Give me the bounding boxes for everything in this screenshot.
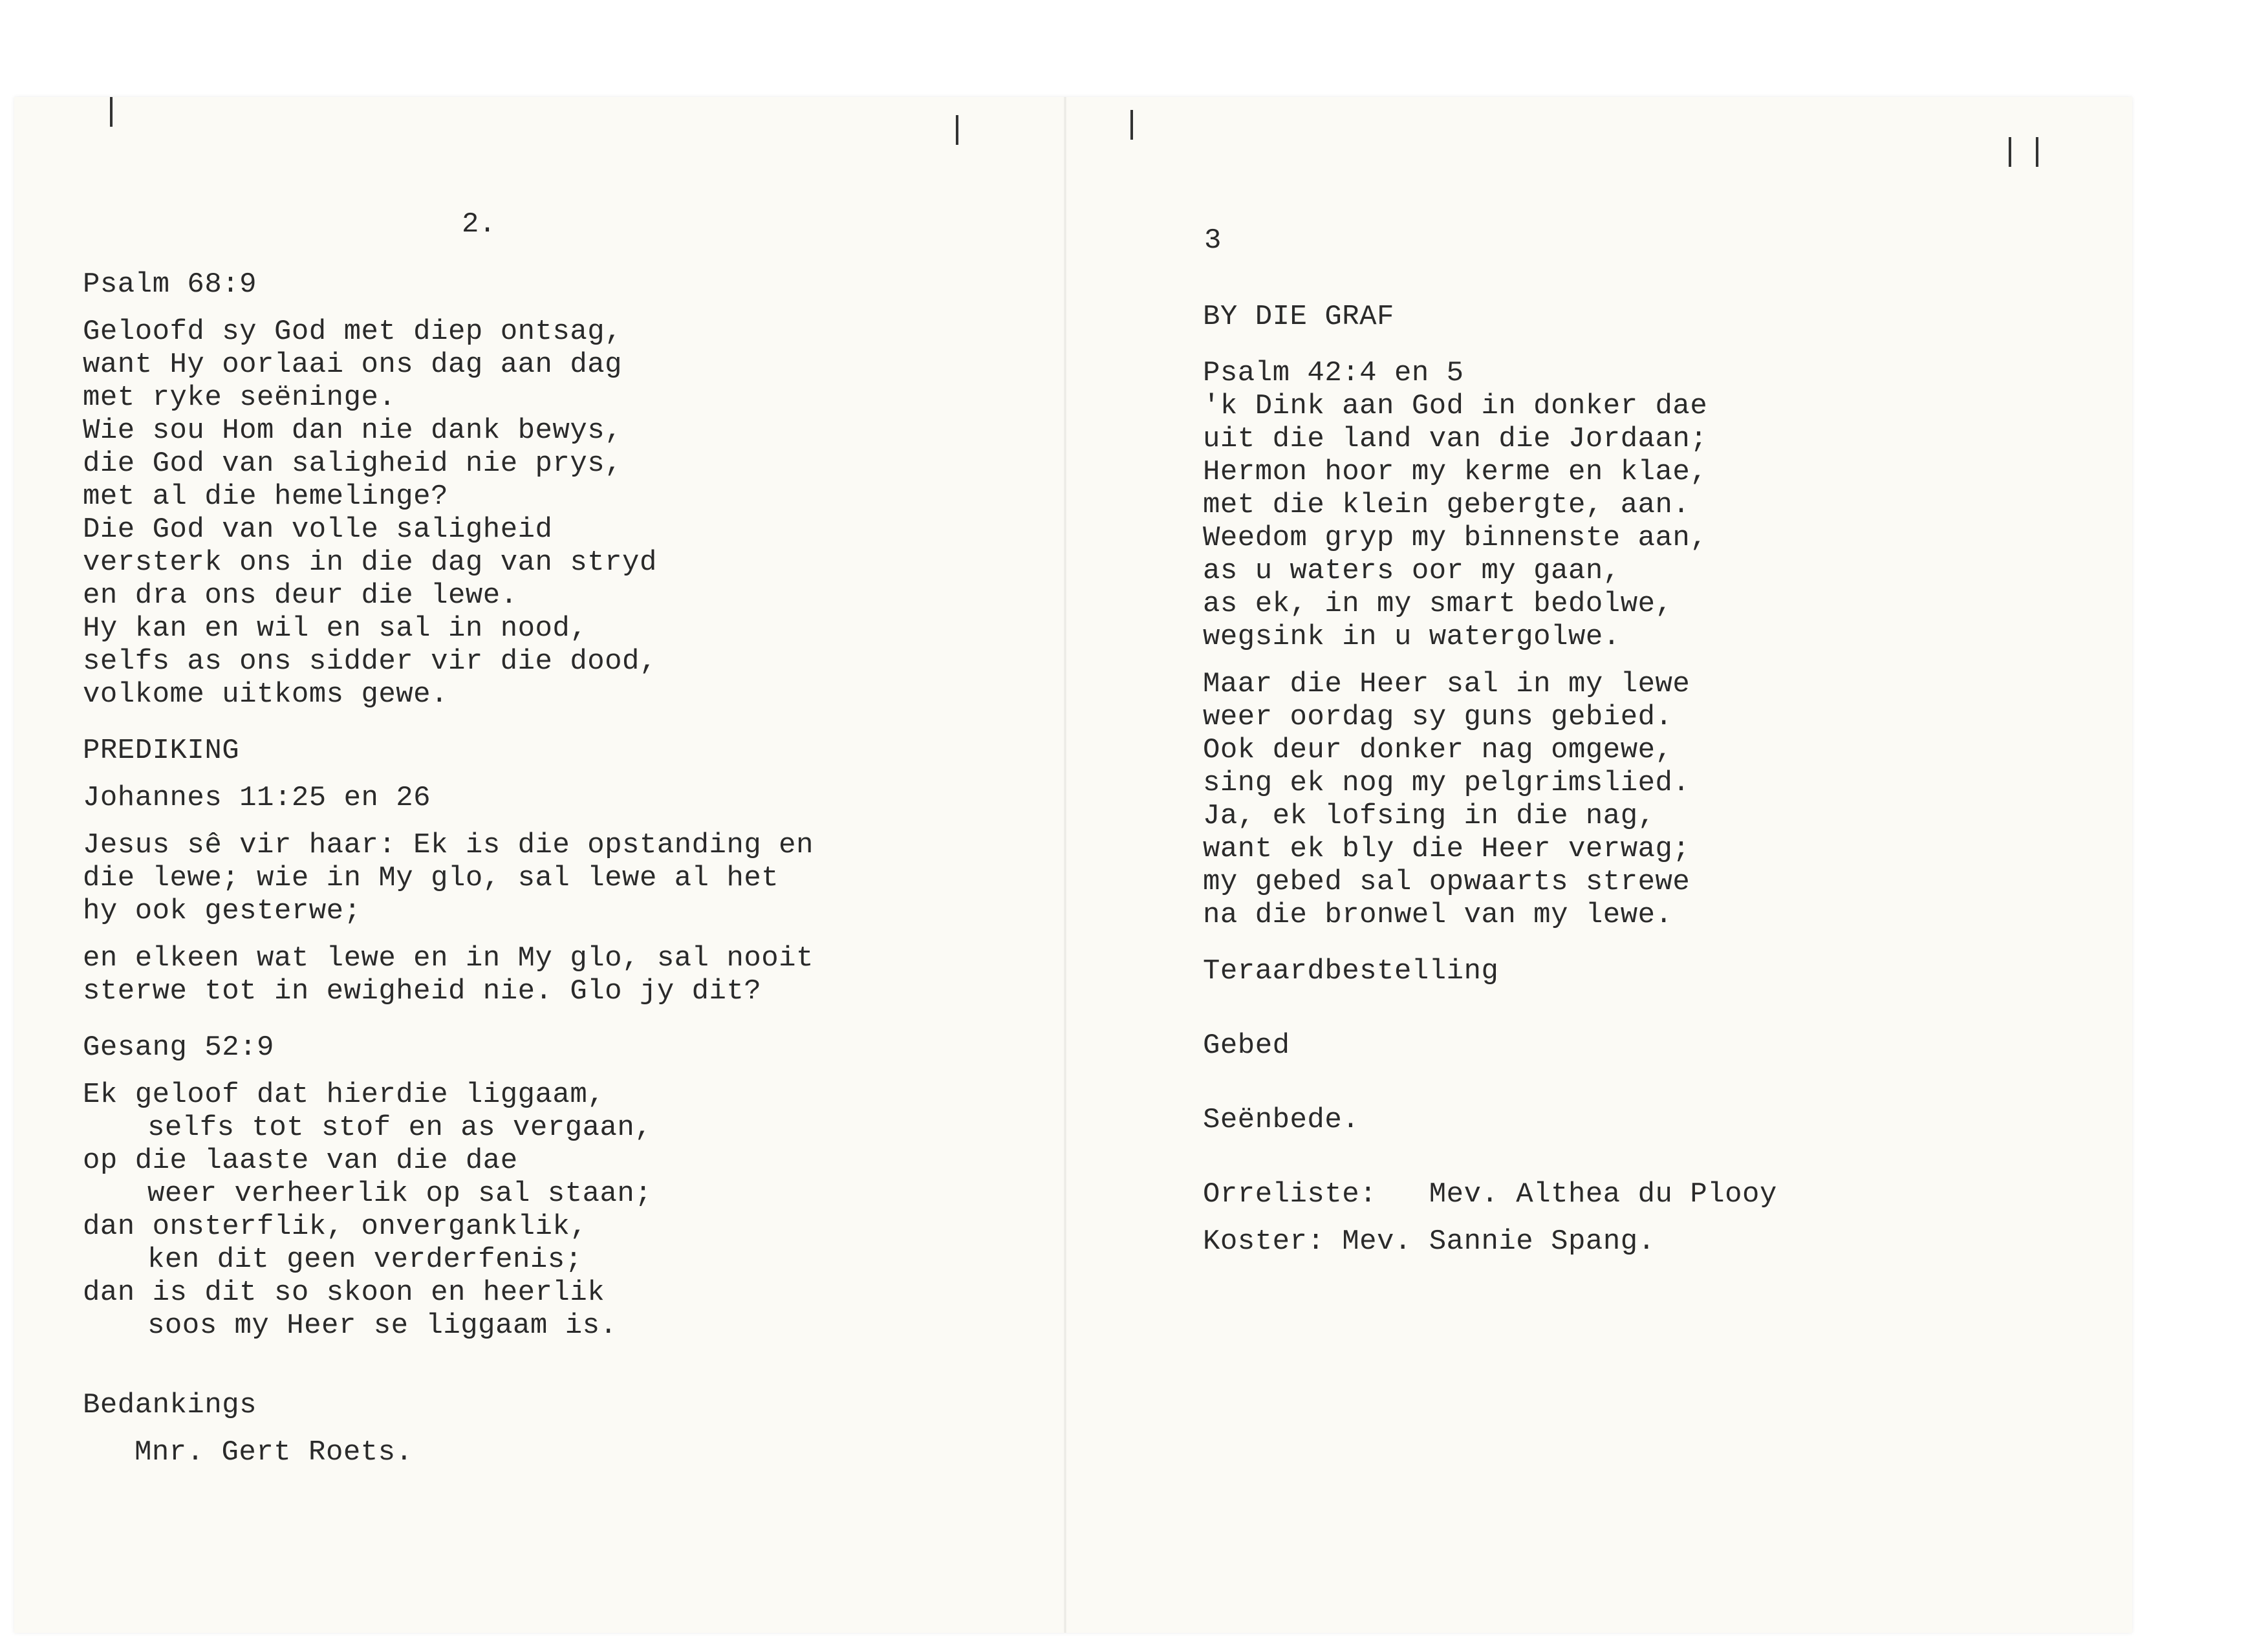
organist-name: Mev. Althea du Plooy [1429,1178,1777,1211]
verse-line: Hermon hoor my kerme en klae, [1203,456,1708,488]
verse-line: Die God van volle saligheid [83,513,553,546]
scripture-reference: Johannes 11:25 en 26 [83,782,431,814]
verse-line: uit die land van die Jordaan; [1203,423,1708,455]
verse-line: want ek bly die Heer verwag; [1203,833,1690,865]
hymn-line: weer verheerlik op sal staan; [147,1178,653,1210]
verse-line: Hy kan en wil en sal in nood, [83,612,588,645]
hymn-line: dan is dit so skoon en heerlik [83,1277,605,1309]
verse-line: versterk ons in die dag van stryd [83,546,657,579]
center-fold [1064,97,1066,1633]
psalm-heading: Psalm 42:4 en 5 [1203,357,1464,389]
scripture-text-1 [83,829,814,928]
hymn-line: Ek geloof dat hierdie liggaam, [83,1079,605,1111]
crop-mark [2009,137,2011,167]
verse-line: weer oordag sy guns gebied. [1203,701,1673,733]
verse-line: Ook deur donker nag omgewe, [1203,734,1673,766]
psalm-verse [83,316,814,711]
scripture-line: Jesus sê vir haar: Ek is die opstanding en [83,829,814,861]
verse-line: want Hy oorlaai ons dag aan dag [83,349,623,381]
sexton-label: Koster: [1203,1225,1325,1258]
scripture-line: die lewe; wie in My glo, sal lewe al het [83,862,779,894]
scripture-line: en elkeen wat lewe en in My glo, sal nooit [83,942,814,975]
verse-line: Maar die Heer sal in my lewe [1203,668,1690,700]
hymn-line: selfs tot stof en as vergaan, [147,1112,653,1144]
verse-line: Weedom gryp my binnenste aan, [1203,522,1708,554]
page-number-right: 3 [1204,224,1222,257]
thanks-heading: Bedankings [83,1389,257,1421]
crop-mark [1130,110,1133,140]
hymn-line: soos my Heer se liggaam is. [147,1310,618,1342]
psalm-stanza-2 [1203,668,1777,932]
verse-line: Ja, ek lofsing in die nag, [1203,800,1656,832]
burial-heading: Teraardbestelling [1203,955,1499,987]
verse-line: na die bronwel van my lewe. [1203,899,1673,931]
prayer-heading: Gebed [1203,1029,1290,1062]
sexton-line [1203,1225,1777,1258]
right-page [1203,301,1777,1258]
verse-line: volkome uitkoms gewe. [83,678,448,711]
left-page [83,268,814,1469]
verse-line: my gebed sal opwaarts strewe [1203,866,1690,898]
organist-line [1203,1178,1777,1211]
hymn-line: ken dit geen verderfenis; [147,1244,583,1276]
verse-line: sing ek nog my pelgrimslied. [1203,767,1690,799]
page-number-left: 2. [462,208,496,241]
crop-mark [956,115,958,145]
scripture-line: hy ook gesterwe; [83,895,362,927]
organist-label: Orreliste: [1203,1178,1377,1211]
thanks-name: Mnr. Gert Roets. [135,1436,413,1469]
verse-line: met ryke seëninge. [83,382,396,414]
verse-line: en dra ons deur die lewe. [83,579,518,612]
sermon-heading: PREDIKING [83,735,240,767]
verse-line: Geloofd sy God met diep ontsag, [83,316,623,348]
hymn-heading: Gesang 52:9 [83,1031,274,1064]
psalm-stanza-1 [1203,390,1777,654]
hymn-verse [83,1079,814,1342]
psalm-heading: Psalm 68:9 [83,268,257,301]
sexton-name: Mev. Sannie Spang. [1342,1225,1656,1258]
verse-line: die God van saligheid nie prys, [83,447,623,480]
scripture-line: sterwe tot in ewigheid nie. Glo jy dit? [83,975,762,1008]
verse-line: selfs as ons sidder vir die dood, [83,645,657,678]
verse-line: 'k Dink aan God in donker dae [1203,390,1708,422]
verse-line: wegsink in u watergolwe. [1203,621,1621,653]
scripture-text-2 [83,942,814,1008]
crop-mark [2036,137,2038,167]
hymn-line: dan onsterflik, onverganklik, [83,1211,588,1243]
blessing-heading: Seënbede. [1203,1104,1360,1136]
verse-line: Wie sou Hom dan nie dank bewys, [83,415,623,447]
verse-line: met die klein gebergte, aan. [1203,489,1690,521]
verse-line: as ek, in my smart bedolwe, [1203,588,1673,620]
verse-line: met al die hemelinge? [83,480,448,513]
hymn-line: op die laaste van die dae [83,1145,518,1177]
crop-mark [110,97,113,127]
section-heading: BY DIE GRAF [1203,301,1394,333]
verse-line: as u waters oor my gaan, [1203,555,1621,587]
